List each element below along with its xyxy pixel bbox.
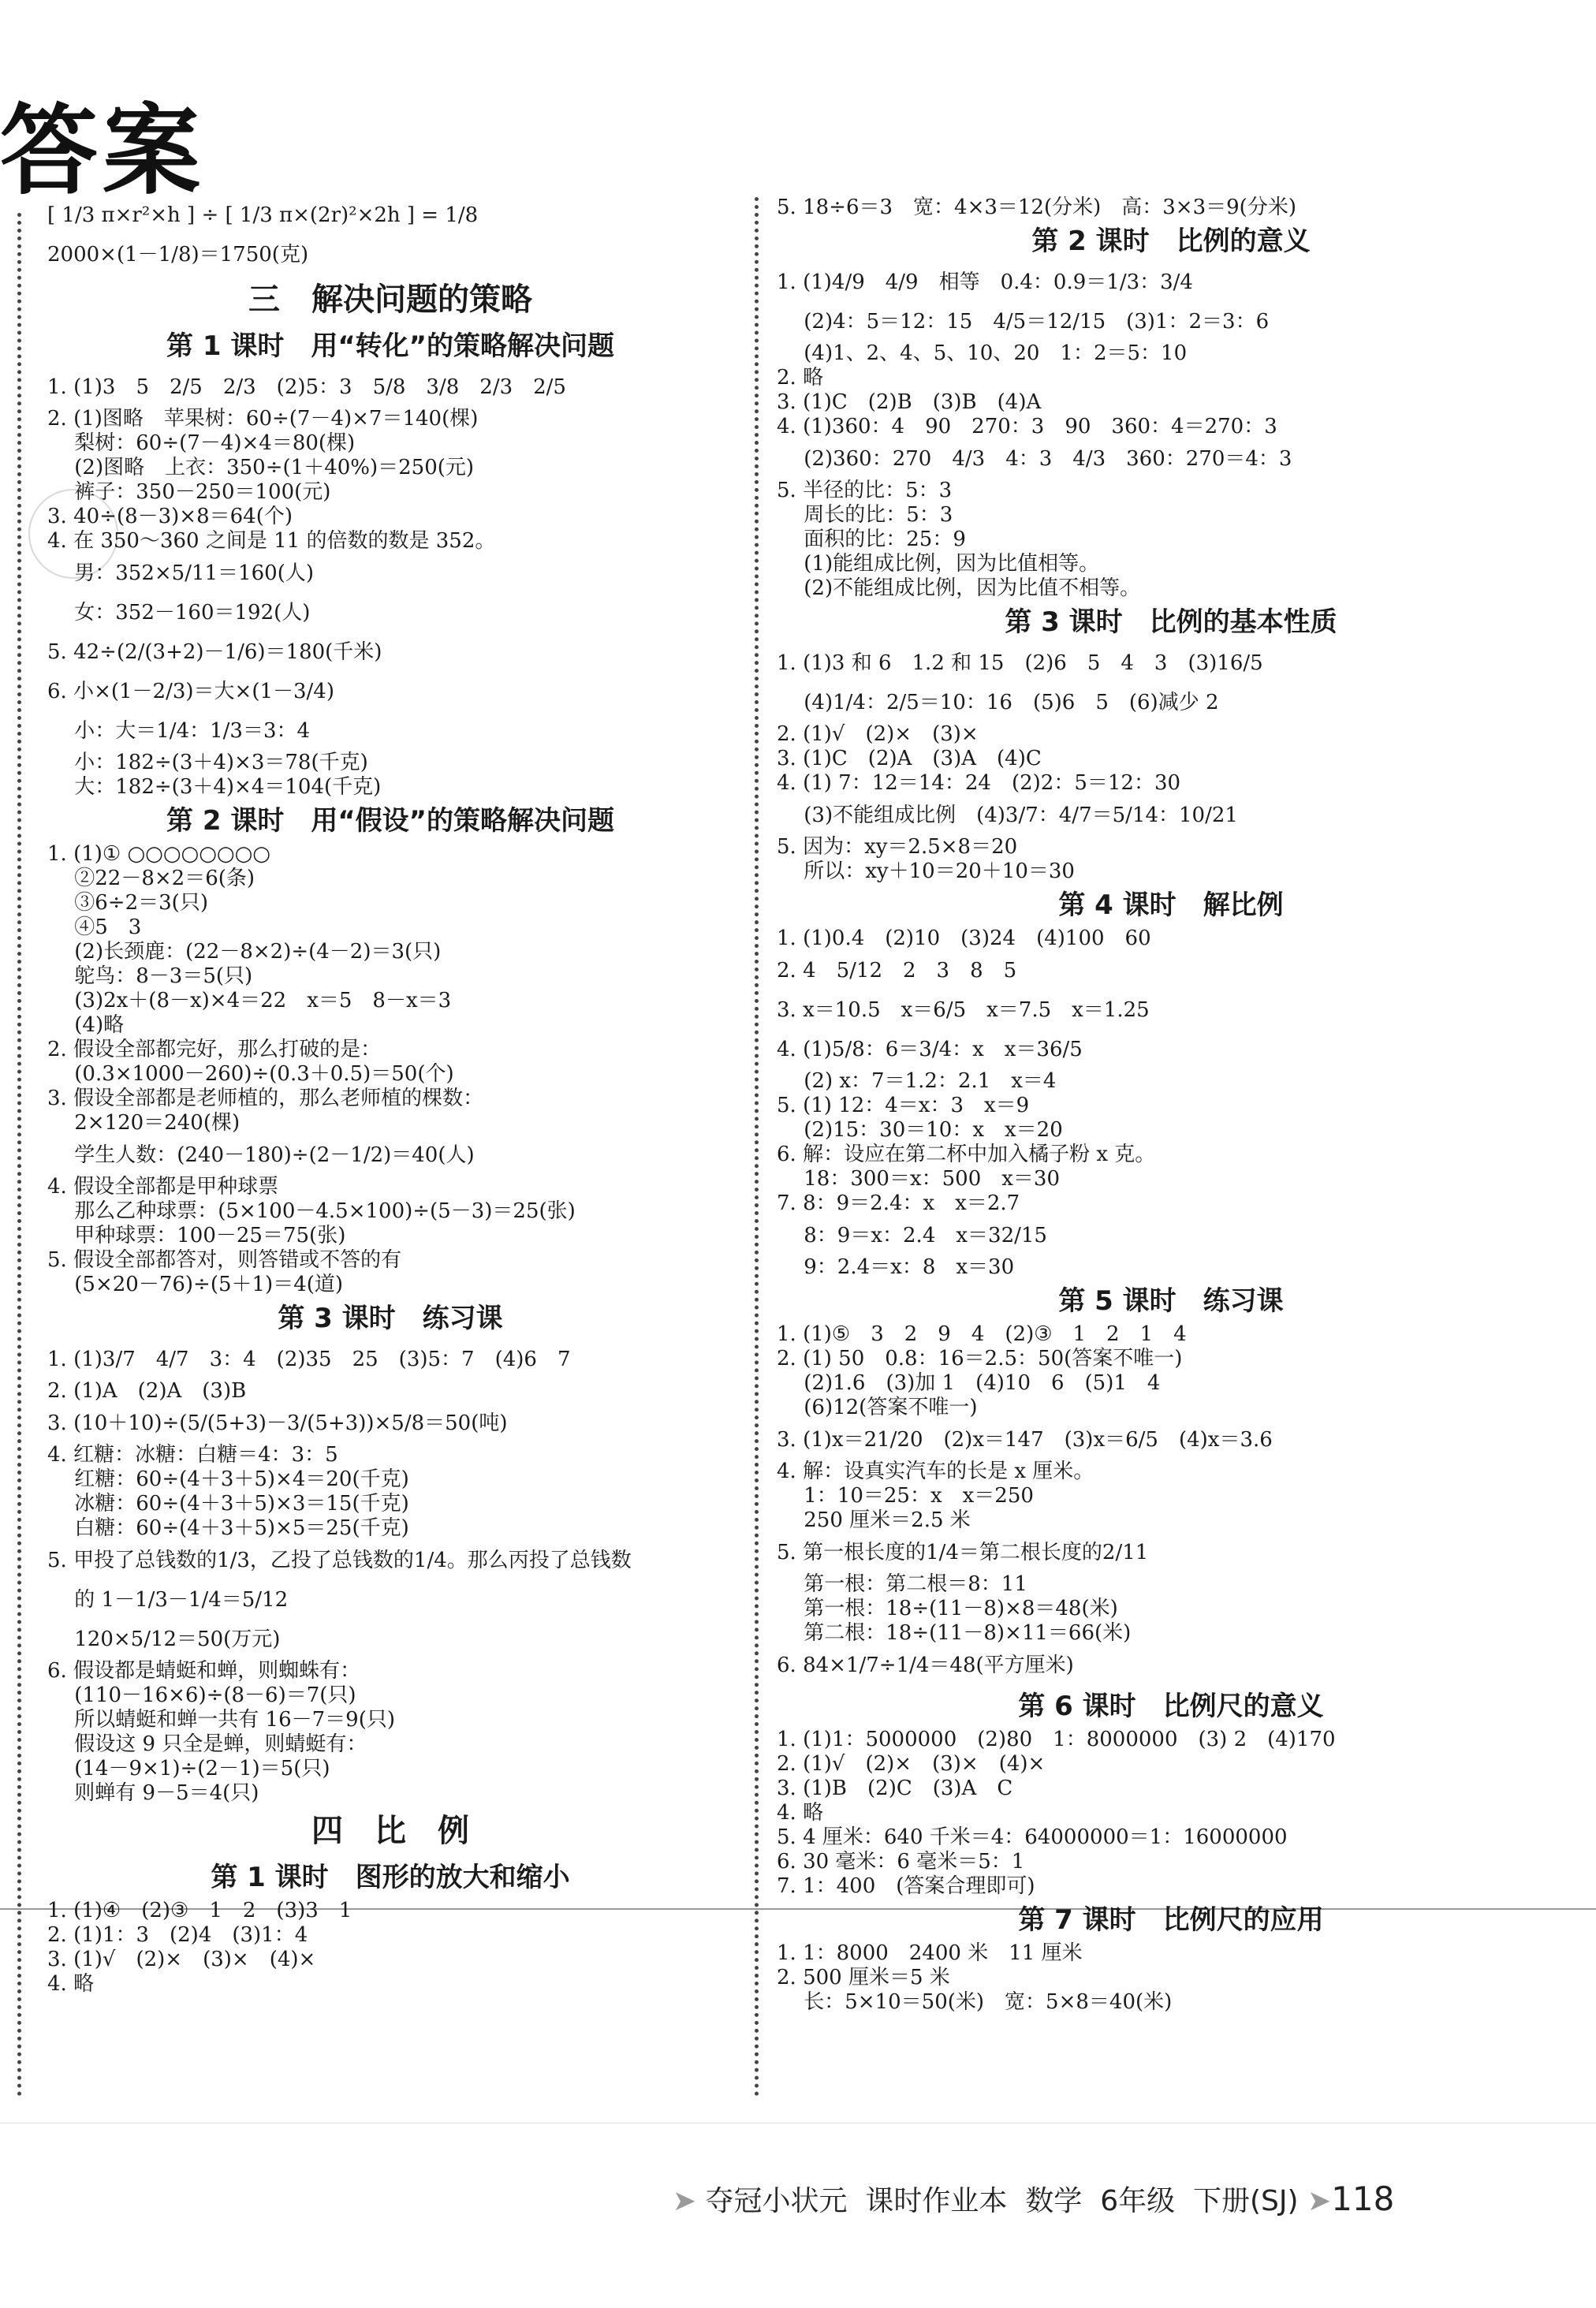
answer-line: 1. (1)1：5000000 (2)80 1：8000000 (3) 2 (4)170: [777, 1728, 1336, 1751]
answer-line: (110－16×6)÷(8－6)＝7(只): [47, 1683, 356, 1707]
answer-line: (2)1.6 (3)加 1 (4)10 6 (5)1 4: [777, 1371, 1161, 1395]
answer-line: 1. (1)3 5 2/5 2/3 (2)5：3 5/8 3/8 2/3 2/5: [47, 375, 566, 399]
answer-line: 6. 小×(1－2/3)＝大×(1－3/4): [47, 680, 334, 703]
answer-line: 4. 红糖：冰糖：白糖＝4：3：5: [47, 1443, 338, 1467]
answer-line: 4. 假设全部都是甲种球票: [47, 1175, 279, 1199]
answer-line: 4. (1)5/8：6＝3/4：x x＝36/5: [777, 1038, 1083, 1061]
answer-line: 男：352×5/11＝160(人): [47, 561, 314, 585]
answer-line: 裤子：350－250＝100(元): [47, 480, 331, 504]
answer-line: 2. 略: [777, 366, 824, 390]
answer-line: 大：182÷(3＋4)×4＝104(千克): [47, 775, 382, 799]
section-title: 三 解决问题的策略: [248, 282, 532, 318]
section-title: 四 比 例: [311, 1813, 469, 1849]
answer-line: 的 1－1/3－1/4＝5/12: [47, 1588, 289, 1612]
answer-line: 5. 18÷6＝3 宽：4×3＝12(分米) 高：3×3＝9(分米): [777, 196, 1296, 219]
answer-line: (4)略: [47, 1013, 125, 1037]
answer-line: (2)长颈鹿：(22－8×2)÷(4－2)＝3(只): [47, 940, 442, 964]
arrow-icon: ➤: [672, 2185, 706, 2217]
answer-line: 3. x＝10.5 x＝6/5 x＝7.5 x＝1.25: [777, 998, 1150, 1022]
answer-line: 所以蜻蜓和蝉一共有 16－7＝9(只): [47, 1708, 395, 1732]
answer-line: 5. 假设全部都答对，则答错或不答的有: [47, 1248, 402, 1272]
answer-line: 2. 500 厘米＝5 米: [777, 1966, 950, 1989]
answer-line: 1. (1)① ○○○○○○○○: [47, 842, 270, 866]
answer-line: 7. 1：400 (答案合理即可): [777, 1874, 1035, 1898]
answer-line: 周长的比：5：3: [777, 503, 953, 527]
answer-line: 2. (1)1：3 (2)4 (3)1：4: [47, 1923, 308, 1947]
answer-line: 4. 略: [777, 1801, 824, 1825]
page-number: 118: [1331, 2179, 1395, 2218]
answer-line: (2) x：7＝1.2：2.1 x＝4: [777, 1069, 1057, 1093]
answer-line: 4. (1)360：4 90 270：3 90 360：4＝270：3: [777, 415, 1277, 438]
answer-line: 3. (10＋10)÷(5/(5+3)－3/(5+3))×5/8＝50(吨): [47, 1411, 508, 1435]
answer-line: 2. 4 5/12 2 3 8 5: [777, 959, 1017, 982]
answer-line: ④5 3: [47, 915, 142, 939]
answer-line: 假设这 9 只全是蝉，则蜻蜓有：: [47, 1732, 367, 1756]
lesson-title: 第 3 课时 比例的基本性质: [1005, 606, 1337, 638]
answer-line: 4. 解：设真实汽车的长是 x 厘米。: [777, 1460, 1094, 1483]
answer-line: 2000×(1－1/8)＝1750(克): [47, 243, 309, 267]
answer-line: 250 厘米＝2.5 米: [777, 1508, 971, 1532]
answer-line: 第一根：第二根＝8：11: [777, 1572, 1027, 1596]
answer-line: (5×20－76)÷(5＋1)＝4(道): [47, 1273, 344, 1296]
answer-line: (0.3×1000－260)÷(0.3＋0.5)＝50(个): [47, 1062, 454, 1086]
answer-line: (2)15：30＝10：x x＝20: [777, 1118, 1063, 1142]
answer-line: 5. 因为：xy＝2.5×8＝20: [777, 835, 1018, 859]
answer-line: 女：352－160＝192(人): [47, 601, 311, 625]
answer-banner: 答案: [0, 95, 206, 208]
lesson-title: 第 2 课时 用“假设”的策略解决问题: [166, 805, 615, 837]
answer-line: (2)图略 上衣：350÷(1＋40%)＝250(元): [47, 456, 475, 479]
answer-line: 3. (1)√ (2)× (3)× (4)×: [47, 1948, 316, 1971]
answer-line: 那么乙种球票：(5×100－4.5×100)÷(5－3)＝25(张): [47, 1199, 576, 1223]
answer-line: 1. (1)3 和 6 1.2 和 15 (2)6 5 4 3 (3)16/5: [777, 651, 1263, 675]
answer-line: 冰糖：60÷(4＋3＋5)×3＝15(千克): [47, 1492, 409, 1516]
answer-line: 3. 40÷(8－3)×8＝64(个): [47, 505, 293, 528]
answer-line: (2)360：270 4/3 4：3 4/3 360：270＝4：3: [777, 447, 1292, 471]
answer-line: (1)能组成比例，因为比值相等。: [777, 552, 1100, 576]
answer-line: (14－9×1)÷(2－1)＝5(只): [47, 1757, 330, 1780]
lesson-title: 第 4 课时 解比例: [1058, 889, 1284, 921]
answer-line: 3. (1)C (2)A (3)A (4)C: [777, 747, 1042, 770]
answer-line: 3. 假设全部都是老师植的，那么老师植的棵数：: [47, 1087, 484, 1110]
footer-volume: 下册(SJ): [1193, 2185, 1299, 2217]
answer-line: 1. (1)⑤ 3 2 9 4 (2)③ 1 2 1 4: [777, 1322, 1187, 1346]
answer-line: 6. 84×1/7÷1/4＝48(平方厘米): [777, 1654, 1074, 1677]
answer-line: 6. 30 毫米：6 毫米＝5：1: [777, 1850, 1025, 1874]
answer-line: 小：182÷(3＋4)×3＝78(千克): [47, 751, 368, 774]
answer-line: 1. (1)3/7 4/7 3：4 (2)35 25 (3)5：7 (4)6 7: [47, 1348, 571, 1371]
answer-line: 第一根：18÷(11－8)×8＝48(米): [777, 1597, 1118, 1620]
answer-line: 鸵鸟：8－3＝5(只): [47, 964, 253, 988]
answer-line: 甲种球票：100－25＝75(张): [47, 1224, 346, 1247]
answer-line: ③6÷2＝3(只): [47, 891, 208, 915]
answer-line: 5. 半径的比：5：3: [777, 479, 953, 502]
answer-line: 18：300＝x：500 x＝30: [777, 1167, 1061, 1191]
answer-line: 2. (1) 50 0.8：16＝2.5：50(答案不唯一): [777, 1347, 1183, 1370]
answer-line: 小：大＝1/4：1/3＝3：4: [47, 719, 311, 743]
answer-line: 1. (1)0.4 (2)10 (3)24 (4)100 60: [777, 927, 1151, 950]
lesson-title: 第 1 课时 用“转化”的策略解决问题: [166, 330, 615, 362]
answer-line: 所以：xy＋10＝20＋10＝30: [777, 859, 1075, 883]
answer-line: 2. 假设全部都完好，那么打破的是：: [47, 1038, 382, 1061]
answer-line: 2. (1)图略 苹果树：60÷(7－4)×7＝140(棵): [47, 407, 479, 431]
lesson-title: 第 1 课时 图形的放大和缩小: [211, 1862, 570, 1893]
lesson-title: 第 3 课时 练习课: [278, 1303, 503, 1334]
answer-line: 5. 第一根长度的1/4＝第二根长度的2/11: [777, 1541, 1149, 1564]
footer-grade: 6年级: [1100, 2185, 1176, 2217]
answer-line: 1. 1：8000 2400 米 11 厘米: [777, 1941, 1083, 1965]
answer-line: (3)2x＋(8－x)×4＝22 x＝5 8－x＝3: [47, 989, 452, 1012]
answer-line: (2)不能组成比例，因为比值不相等。: [777, 576, 1141, 600]
answer-line: 4. 在 350～360 之间是 11 的倍数的数是 352。: [47, 529, 496, 553]
answer-line: 4. 略: [47, 1972, 95, 1996]
footer: [654, 2146, 1394, 2219]
answer-line: 5. (1) 12：4＝x：3 x＝9: [777, 1094, 1030, 1117]
answer-line: 3. (1)C (2)B (3)B (4)A: [777, 390, 1042, 414]
answer-line: 8：9＝x：2.4 x＝32/15: [777, 1224, 1047, 1247]
answer-line: 2. (1)√ (2)× (3)×: [777, 722, 979, 746]
arrow-icon: ➤: [1298, 2185, 1332, 2217]
answer-line: 学生人数：(240－180)÷(2－1/2)＝40(人): [47, 1143, 475, 1167]
answer-line: 2. (1)√ (2)× (3)× (4)×: [777, 1752, 1046, 1776]
answer-line: 5. 42÷(2/(3+2)－1/6)＝180(千米): [47, 640, 382, 664]
left-dotted-rule: [17, 213, 21, 2097]
answer-line: 则蝉有 9－5＝4(只): [47, 1781, 259, 1805]
answer-line: 梨树：60÷(7－4)×4＝80(棵): [47, 431, 356, 455]
answer-line: 2×120＝240(棵): [47, 1111, 241, 1135]
answer-line: (2)4：5＝12：15 4/5＝12/15 (3)1：2＝3：6: [777, 310, 1270, 334]
answer-line: 7. 8：9＝2.4：x x＝2.7: [777, 1191, 1020, 1215]
answer-line: 3. (1)B (2)C (3)A C: [777, 1777, 1013, 1800]
lesson-title: 第 6 课时 比例尺的意义: [1018, 1691, 1324, 1722]
answer-line: 第二根：18÷(11－8)×11＝66(米): [777, 1621, 1132, 1645]
lesson-title: 第 2 课时 比例的意义: [1031, 226, 1311, 257]
answer-line: 6. 解：设应在第二杯中加入橘子粉 x 克。: [777, 1143, 1156, 1166]
right-column: [777, 196, 1565, 2015]
answer-line: 120×5/12＝50(万元): [47, 1628, 281, 1651]
answer-line: [ 1/3 π×r²×h ] ÷ [ 1/3 π×(2r)²×2h ] = 1/8: [47, 203, 479, 227]
answer-line: 5. 4 厘米：640 千米＝4：64000000＝1：16000000: [777, 1825, 1288, 1849]
answer-line: 白糖：60÷(4＋3＋5)×5＝25(千克): [47, 1516, 409, 1540]
answer-line: 红糖：60÷(4＋3＋5)×4＝20(千克): [47, 1467, 409, 1491]
answer-line: 6. 假设都是蜻蜓和蝉，则蜘蛛有：: [47, 1659, 361, 1683]
lesson-title: 第 5 课时 练习课: [1058, 1285, 1284, 1317]
answer-line: 5. 甲投了总钱数的1/3，乙投了总钱数的1/4。那么丙投了总钱数: [47, 1549, 632, 1572]
answer-line: 4. (1) 7：12＝14：24 (2)2：5＝12：30: [777, 771, 1181, 795]
footer-subject: 数学: [1025, 2185, 1083, 2217]
answer-line: (6)12(答案不唯一): [777, 1396, 978, 1419]
answer-line: 9：2.4＝x：8 x＝30: [777, 1255, 1015, 1279]
answer-line: 长：5×10＝50(米) 宽：5×8＝40(米): [777, 1990, 1173, 2014]
footer-book: 课时作业本: [865, 2185, 1008, 2217]
answer-line: 3. (1)x＝21/20 (2)x＝147 (3)x＝6/5 (4)x＝3.6: [777, 1428, 1273, 1452]
answer-line: ②22－8×2＝6(条): [47, 867, 255, 890]
footer-brand: 夺冠小状元: [705, 2185, 848, 2217]
answer-line: 1. (1)④ (2)③ 1 2 (3)3 1: [47, 1899, 352, 1922]
answer-line: 2. (1)A (2)A (3)B: [47, 1379, 247, 1403]
answer-line: (3)不能组成比例 (4)3/7：4/7＝5/14：10/21: [777, 804, 1238, 827]
left-column: [47, 196, 733, 1997]
middle-dotted-rule: [755, 197, 759, 2097]
answer-line: (4)1、2、4、5、10、20 1：2＝5：10: [777, 341, 1188, 365]
answer-line: 面积的比：25：9: [777, 528, 966, 551]
answer-line: 1：10＝25：x x＝250: [777, 1484, 1034, 1508]
answer-line: 1. (1)4/9 4/9 相等 0.4：0.9＝1/3：3/4: [777, 270, 1193, 294]
lesson-title: 第 7 课时 比例尺的应用: [1018, 1904, 1324, 1936]
answer-line: (4)1/4：2/5＝10：16 (5)6 5 (6)减少 2: [777, 691, 1219, 714]
